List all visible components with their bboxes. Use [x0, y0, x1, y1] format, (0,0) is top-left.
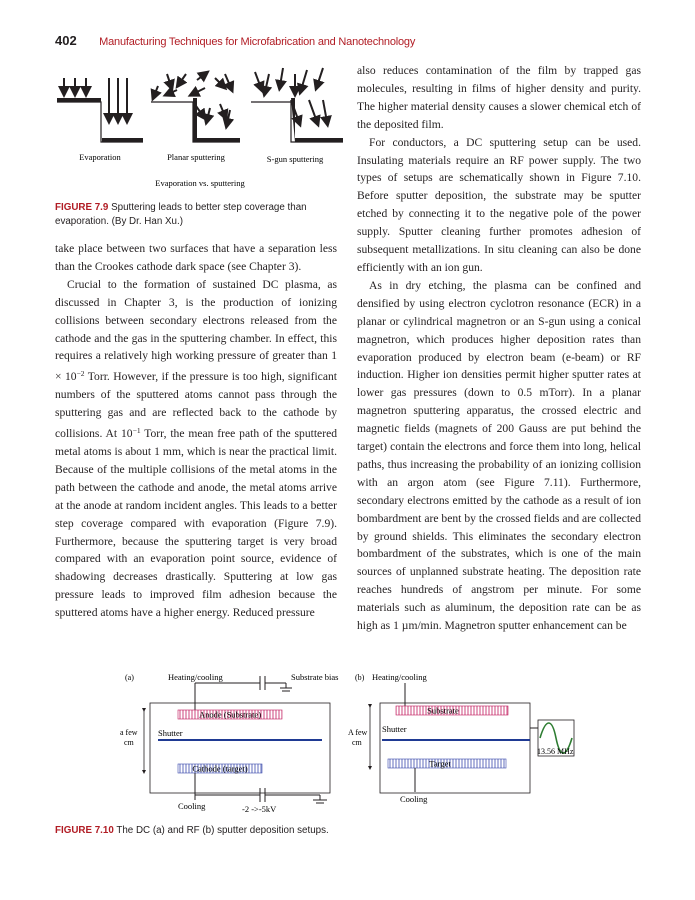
page-number: 402 [55, 33, 77, 48]
rf-cooling-label: Cooling [400, 794, 428, 804]
figure-7-9-label: FIGURE 7.9 [55, 202, 109, 213]
right-paragraph-2: For conductors, a DC sputtering setup can be used. Insulating materials require an RF power supply. The two types of setups are schematically shown in Figure 7.10. Before sputter deposition, the substrate may be sputter etched by connecting it to the negative pole of the power supply. Sputter cleaning further promotes adhesion of subsequent metallizations. In situ cleaning can also be done efficiently with an ion gun. [357, 135, 641, 274]
label-evaporation: Evaporation [79, 152, 121, 162]
left-paragraph-2: Crucial to the formation of sustained DC plasma, as discussed in Chapter 3, is the production of ionizing collisions between secondary electrons released from the cathode and the gas in the sputtering chamber. In effect, this requires a relatively high working pressure of greater than $1 \times 10^{-2}$ Torr. However, if the pressure is too high, significant numbers of the sputtered atoms cannot pass through the sputtering gas and are reflected back to the cathode by collisions. At $10^{-1}$ Torr, the mean free path of the sputtered metal atoms is about 1 mm, which is near the practical limit. Because of the multiple collisions of the metal atoms in the path between the cathode and anode, the metal atoms arrive at the anode at random incident angles. This leads to a better step coverage compared with evaporation (Figure 7.9). Furthermore, because the sputtering target is very broad compared with an evaporation point source, evidence of shadowing decreases drastically. Sputtering at low gas pressure leads to improved film adhesion because the sputtered atoms have a higher energy. Reduced pressure [55, 277, 338, 620]
rf-cm-label: cm [352, 738, 362, 747]
dc-setup [120, 672, 338, 814]
left-paragraph-1: take place between two surfaces that have a separation less than the Crookes cathode dark space (see Chapter 3). [55, 242, 337, 273]
dc-shutter-label: Shutter [158, 728, 183, 738]
running-title: Manufacturing Techniques for Microfabrication and Nanotechnology [99, 36, 416, 48]
dc-voltage-label: -2 ->-5kV [242, 804, 277, 814]
label-sgun-sputtering: S-gun sputtering [266, 154, 324, 164]
label-planar-sputtering: Planar sputtering [167, 152, 225, 162]
dc-heating-label: Heating/cooling [168, 672, 223, 682]
dc-afew-label: a few [120, 728, 138, 737]
dc-cooling-label: Cooling [178, 801, 206, 811]
right-column [357, 62, 641, 635]
rf-setup [348, 672, 574, 804]
dc-tag: (a) [125, 673, 134, 682]
dc-substrate-bias-label: Substrate bias [291, 672, 339, 682]
rf-target-label: Target [429, 758, 451, 769]
rf-chamber [380, 703, 530, 793]
rf-afew-label: A few [348, 728, 368, 737]
figure-7-9-caption-text: Sputtering leads to better step coverage than evaporation. (By Dr. Han Xu.) [55, 202, 307, 227]
figure-7-9-subtitle: Evaporation vs. sputtering [155, 178, 245, 188]
right-paragraph-3: As in dry etching, the plasma can be confined and densified by using electron cyclotron resonance (ECR) in a planar or cylindrical magnetron or an S-gun using a conical magnetron, which produces higher deposition rates than evaporation produced by electron beam (e-beam) or RF induction. Higher ion densities permit higher sputter rates at lower gas pressures (down to 0.5 mTorr). In a planar magnetron sputtering apparatus, the crossed electric and magnetic fields (magnets of 200 Gauss are put behind the target) contain the electrons and force them into long, helical paths, thus increasing the probability of an ionizing collision with an argon atom (see Figure 7.11). Furthermore, secondary electrons emitted by the cathode as a result of ion bombardment are bent by the crossed fields and are collected by ground shields. This eliminates the secondary electron bombardment of the substrates, which is one of the main sources of unplanned substrate heating. The deposition rate reaches hundreds of angstrom per minute. For some materials such as aluminum, the deposition rate can be as high as 1 µm/min. Magnetron sputter enhancement can be [357, 278, 641, 633]
figure-7-10-label: FIGURE 7.10 [55, 825, 114, 836]
figure-7-10-caption [55, 824, 455, 838]
figure-7-9-caption [55, 201, 345, 228]
figure-7-9 [55, 64, 345, 196]
rf-frequency-label: 13.56 MHz [537, 747, 574, 756]
rf-substrate-label: Substrate [427, 705, 459, 716]
planar-substrate [151, 98, 240, 142]
dc-cm-label: cm [124, 738, 134, 747]
right-paragraph-1: also reduces contamination of the film by trapped gas molecules, resulting in films of higher density and purity. The higher material density causes a slower chemical etch of the deposited film. [357, 64, 641, 131]
figure-7-10 [110, 668, 590, 818]
figure-7-10-caption-text: The DC (a) and RF (b) sputter deposition setups. [116, 825, 329, 836]
dc-cathode-label: Cathode (target) [192, 763, 248, 774]
dc-anode-label: Anode (Substrate) [198, 709, 262, 720]
left-column [55, 240, 337, 622]
evaporation-substrate [57, 98, 143, 142]
page-header [55, 32, 415, 50]
rf-shutter-label: Shutter [382, 724, 407, 734]
rf-heating-label: Heating/cooling [372, 672, 427, 682]
sgun-substrate [251, 98, 343, 142]
rf-tag: (b) [355, 673, 365, 682]
